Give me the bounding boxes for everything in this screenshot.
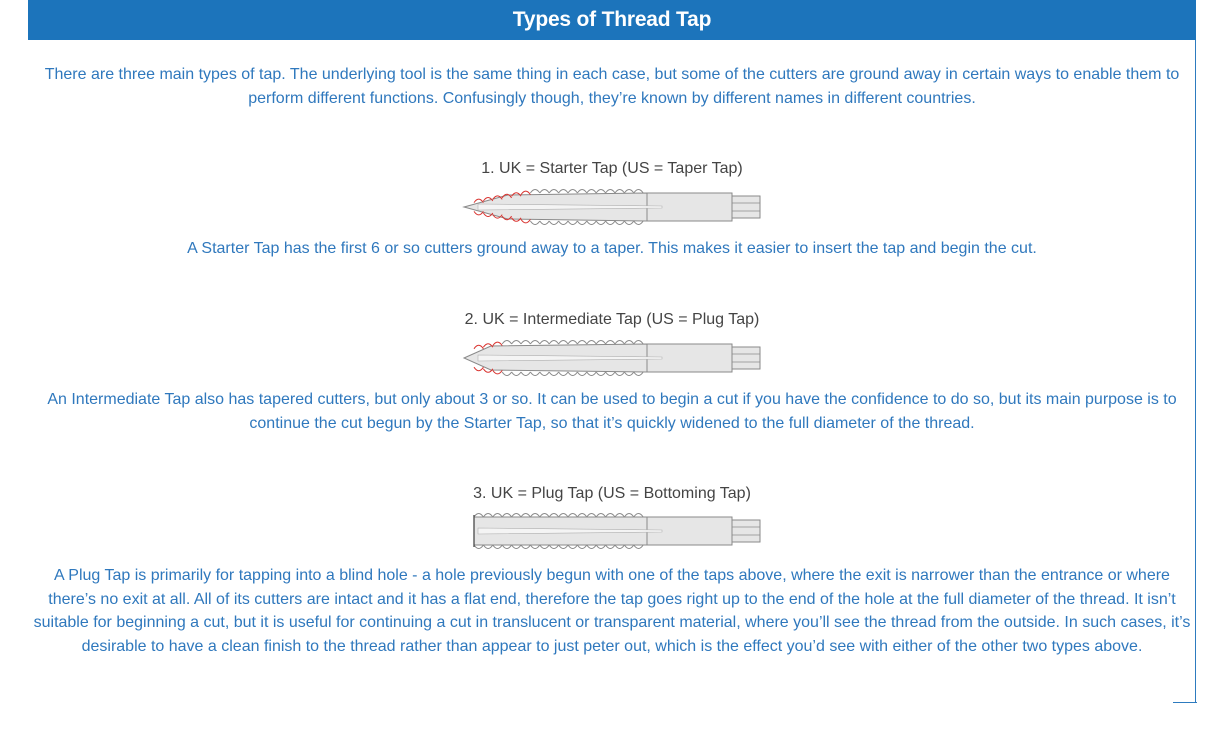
ground-cutter-top xyxy=(521,191,530,195)
cutter-bottom xyxy=(483,545,492,549)
cutter-bottom xyxy=(512,372,521,376)
cutter-top xyxy=(634,514,643,518)
cutter-bottom xyxy=(559,221,568,225)
cutter-bottom xyxy=(568,545,577,549)
cutter-top xyxy=(530,514,539,518)
cutter-bottom xyxy=(634,545,643,549)
cutter-bottom xyxy=(634,372,643,376)
cutter-bottom xyxy=(530,545,539,549)
plug-tap-diagram xyxy=(462,509,764,553)
cutter-bottom xyxy=(587,545,596,549)
cutter-bottom xyxy=(577,221,586,225)
cutter-bottom xyxy=(474,545,483,549)
tap-type-2-description: An Intermediate Tap also has tapered cutters, but only about 3 or so. It can be used to begin a cut if you have the confidence to do so, but its main purpose is to continue the cut begun by the Starter Tap, so that it’s quickly widened to the full diameter of the thread. xyxy=(47,391,1177,432)
cutter-top xyxy=(606,190,615,194)
cutter-top xyxy=(540,514,549,518)
cutter-top xyxy=(596,190,605,194)
cutter-bottom xyxy=(493,545,502,549)
cutter-bottom xyxy=(549,545,558,549)
panel-header xyxy=(28,0,1196,40)
cutter-top xyxy=(521,514,530,518)
cutter-top xyxy=(624,514,633,518)
cutter-top xyxy=(596,341,605,345)
cutter-bottom xyxy=(615,221,624,225)
cutter-bottom xyxy=(549,372,558,376)
intermediate-tap-illustration xyxy=(462,336,764,380)
cutter-top xyxy=(624,190,633,194)
cutter-top xyxy=(568,514,577,518)
cutter-bottom xyxy=(502,372,511,376)
cutter-bottom xyxy=(596,545,605,549)
plug-tap-illustration xyxy=(462,509,764,553)
ground-cutter-bottom xyxy=(521,219,530,223)
tap-type-1-description: A Starter Tap has the first 6 or so cutters ground away to a taper. This makes it easier to insert the tap and begin the cut. xyxy=(187,240,1037,257)
cutter-bottom xyxy=(502,545,511,549)
cutter-bottom xyxy=(577,372,586,376)
cutter-top xyxy=(615,341,624,345)
page-title: Types of Thread Tap xyxy=(512,8,712,31)
cutter-bottom xyxy=(596,221,605,225)
starter-tap-diagram xyxy=(462,185,764,229)
cutter-bottom xyxy=(559,545,568,549)
tap-type-2-title: 2. UK = Intermediate Tap (US = Plug Tap) xyxy=(464,311,760,328)
cutter-top xyxy=(530,341,539,345)
cutter-top xyxy=(502,514,511,518)
cutter-top xyxy=(559,341,568,345)
cutter-bottom xyxy=(540,221,549,225)
ground-cutter-top xyxy=(474,345,483,349)
cutter-bottom xyxy=(568,221,577,225)
cutter-top xyxy=(634,190,643,194)
cutter-bottom xyxy=(540,545,549,549)
cutter-bottom xyxy=(587,372,596,376)
cutter-bottom xyxy=(615,545,624,549)
cutter-top xyxy=(493,514,502,518)
cutter-bottom xyxy=(634,221,643,225)
cutter-bottom xyxy=(606,372,615,376)
cutter-bottom xyxy=(615,372,624,376)
cutter-bottom xyxy=(559,372,568,376)
tap-shank-square xyxy=(732,520,760,542)
cutter-top xyxy=(577,341,586,345)
cutter-top xyxy=(587,341,596,345)
cutter-bottom xyxy=(624,372,633,376)
cutter-bottom xyxy=(624,221,633,225)
cutter-bottom xyxy=(530,221,539,225)
cutter-top xyxy=(512,341,521,345)
cutter-bottom xyxy=(587,221,596,225)
cutter-bottom xyxy=(606,545,615,549)
cutter-bottom xyxy=(521,545,530,549)
cutter-top xyxy=(474,514,483,518)
cutter-top xyxy=(512,514,521,518)
cutter-top xyxy=(568,341,577,345)
cutter-top xyxy=(559,190,568,194)
tap-type-1-title: 1. UK = Starter Tap (US = Taper Tap) xyxy=(481,160,743,177)
cutter-bottom xyxy=(521,372,530,376)
cutter-top xyxy=(540,341,549,345)
starter-tap-illustration xyxy=(462,185,764,229)
tap-type-3-title: 3. UK = Plug Tap (US = Bottoming Tap) xyxy=(473,485,751,502)
cutter-top xyxy=(559,514,568,518)
ground-cutter-bottom xyxy=(493,370,502,374)
cutter-top xyxy=(634,341,643,345)
cutter-bottom xyxy=(549,221,558,225)
cutter-bottom xyxy=(540,372,549,376)
cutter-bottom xyxy=(577,545,586,549)
tap-shank-square xyxy=(732,347,760,369)
cutter-top xyxy=(483,514,492,518)
ground-cutter-top xyxy=(493,342,502,346)
cutter-top xyxy=(540,190,549,194)
cutter-top xyxy=(577,514,586,518)
cutter-top xyxy=(615,514,624,518)
cutter-bottom xyxy=(530,372,539,376)
cutter-top xyxy=(568,190,577,194)
cutter-top xyxy=(549,190,558,194)
cutter-top xyxy=(606,341,615,345)
cutter-top xyxy=(587,190,596,194)
tap-shank-square xyxy=(732,196,760,218)
cutter-top xyxy=(530,190,539,194)
cutter-top xyxy=(624,341,633,345)
cutter-top xyxy=(596,514,605,518)
cutter-bottom xyxy=(624,545,633,549)
cutter-bottom xyxy=(596,372,605,376)
cutter-bottom xyxy=(568,372,577,376)
intermediate-tap-diagram xyxy=(462,336,764,380)
cutter-bottom xyxy=(512,545,521,549)
intro-text: There are three main types of tap. The underlying tool is the same thing in each case, but some of the cutters are ground away in certain ways to enable them to perform different functions. Confusingly though, they’re known by different names in different countries. xyxy=(44,66,1180,107)
cutter-top xyxy=(549,341,558,345)
cutter-top xyxy=(587,514,596,518)
cutter-top xyxy=(577,190,586,194)
cutter-top xyxy=(615,190,624,194)
cutter-top xyxy=(502,341,511,345)
ground-cutter-bottom xyxy=(474,367,483,371)
cutter-bottom xyxy=(606,221,615,225)
cutter-top xyxy=(606,514,615,518)
cutter-top xyxy=(549,514,558,518)
cutter-top xyxy=(521,341,530,345)
tap-type-3-description: A Plug Tap is primarily for tapping into a blind hole - a hole previously begun with one of the taps above, where the exit is narrower than the entrance or where there’s no exit at all. All of its cutters are intact and it has a flat end, therefore the tap goes right up to the end of the hole at the full diameter of the thread. It isn’t suitable for beginning a cut, but it is useful for continuing a cut in translucent or transparent material, where you’ll see the thread from the outside. In such cases, it’s desirable to have a clean finish to the thread rather than appear to just peter out, which is the effect you’d see with either of the other two types above. xyxy=(33,567,1191,655)
panel-bottom-rule xyxy=(1173,702,1197,703)
thread-tap-panel xyxy=(28,0,1196,703)
